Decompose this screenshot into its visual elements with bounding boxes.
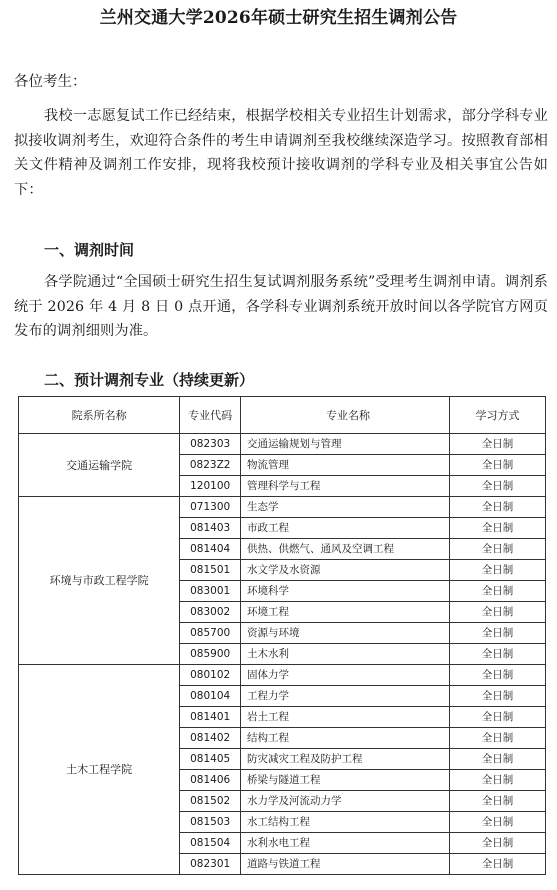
study-mode-cell: 全日制 xyxy=(449,665,545,686)
study-mode-cell: 全日制 xyxy=(449,539,545,560)
major-code-cell: 081401 xyxy=(180,707,241,728)
header-major-name: 专业名称 xyxy=(241,397,450,434)
study-mode-cell: 全日制 xyxy=(449,728,545,749)
study-mode-cell: 全日制 xyxy=(449,854,545,875)
salutation: 各位考生： xyxy=(14,74,87,90)
major-name-cell: 水工结构工程 xyxy=(241,812,450,833)
major-code-cell: 071300 xyxy=(180,497,241,518)
study-mode-cell: 全日制 xyxy=(449,644,545,665)
study-mode-cell: 全日制 xyxy=(449,497,545,518)
major-code-cell: 081403 xyxy=(180,518,241,539)
header-code: 专业代码 xyxy=(180,397,241,434)
study-mode-cell: 全日制 xyxy=(449,476,545,497)
study-mode-cell: 全日制 xyxy=(449,749,545,770)
major-name-cell: 桥梁与隧道工程 xyxy=(241,770,450,791)
page-title: 兰州交通大学2026年硕士研究生招生调剂公告 xyxy=(99,8,458,28)
study-mode-cell: 全日制 xyxy=(449,812,545,833)
major-code-cell: 081504 xyxy=(180,833,241,854)
major-name-cell: 管理科学与工程 xyxy=(241,476,450,497)
major-code-cell: 081501 xyxy=(180,560,241,581)
table-row xyxy=(19,434,546,455)
majors-table xyxy=(18,396,546,875)
major-code-cell: 083002 xyxy=(180,602,241,623)
intro-paragraph: 我校一志愿复试工作已经结束，根据学校相关专业招生计划需求，部分学科专业拟接收调剂考生，欢迎符合条件的考生申请调剂至我校继续深造学习。按照教育部相关文件精神及调剂工作安排，现将我校预计接收调剂的学科专业及相关事宜公告如下： xyxy=(14,108,548,198)
major-name-cell: 水力学及河流动力学 xyxy=(241,791,450,812)
major-code-cell: 085700 xyxy=(180,623,241,644)
major-name-cell: 岩土工程 xyxy=(241,707,450,728)
time-paragraph: 各学院通过“全国硕士研究生招生复试调剂服务系统”受理考生调剂申请。调剂系统于 2026 年 4 月 8 日 0 点开通，各学科专业调剂系统开放时间以各学院官方网页发布的调剂细则为准。 xyxy=(14,274,548,340)
major-name-cell: 水利水电工程 xyxy=(241,833,450,854)
major-code-cell: 082301 xyxy=(180,854,241,875)
major-name-cell: 环境工程 xyxy=(241,602,450,623)
header-school: 院系所名称 xyxy=(19,397,180,434)
study-mode-cell: 全日制 xyxy=(449,518,545,539)
school-name-cell: 交通运输学院 xyxy=(19,434,180,497)
table-row xyxy=(19,497,546,518)
major-code-cell: 083001 xyxy=(180,581,241,602)
study-mode-cell: 全日制 xyxy=(449,560,545,581)
major-name-cell: 水文学及水资源 xyxy=(241,560,450,581)
header-study-mode: 学习方式 xyxy=(449,397,545,434)
major-code-cell: 082303 xyxy=(180,434,241,455)
major-name-cell: 道路与铁道工程 xyxy=(241,854,450,875)
major-code-cell: 081502 xyxy=(180,791,241,812)
major-name-cell: 生态学 xyxy=(241,497,450,518)
study-mode-cell: 全日制 xyxy=(449,602,545,623)
major-code-cell: 081404 xyxy=(180,539,241,560)
study-mode-cell: 全日制 xyxy=(449,623,545,644)
major-name-cell: 市政工程 xyxy=(241,518,450,539)
study-mode-cell: 全日制 xyxy=(449,791,545,812)
study-mode-cell: 全日制 xyxy=(449,770,545,791)
major-code-cell: 081406 xyxy=(180,770,241,791)
major-name-cell: 环境科学 xyxy=(241,581,450,602)
major-code-cell: 080104 xyxy=(180,686,241,707)
section-heading-majors: 二、预计调剂专业（持续更新） xyxy=(44,371,255,389)
major-code-cell: 081503 xyxy=(180,812,241,833)
table-body xyxy=(19,434,546,875)
study-mode-cell: 全日制 xyxy=(449,581,545,602)
study-mode-cell: 全日制 xyxy=(449,455,545,476)
major-name-cell: 物流管理 xyxy=(241,455,450,476)
major-code-cell: 0823Z2 xyxy=(180,455,241,476)
table-row xyxy=(19,665,546,686)
major-code-cell: 120100 xyxy=(180,476,241,497)
major-name-cell: 交通运输规划与管理 xyxy=(241,434,450,455)
major-name-cell: 土木水利 xyxy=(241,644,450,665)
major-name-cell: 供热、供燃气、通风及空调工程 xyxy=(241,539,450,560)
study-mode-cell: 全日制 xyxy=(449,707,545,728)
major-code-cell: 085900 xyxy=(180,644,241,665)
study-mode-cell: 全日制 xyxy=(449,833,545,854)
table-header-row xyxy=(19,397,546,434)
major-code-cell: 081405 xyxy=(180,749,241,770)
major-name-cell: 资源与环境 xyxy=(241,623,450,644)
section-heading-time: 一、调剂时间 xyxy=(44,241,135,259)
major-name-cell: 工程力学 xyxy=(241,686,450,707)
major-name-cell: 固体力学 xyxy=(241,665,450,686)
major-name-cell: 结构工程 xyxy=(241,728,450,749)
school-name-cell: 土木工程学院 xyxy=(19,665,180,875)
major-name-cell: 防灾减灾工程及防护工程 xyxy=(241,749,450,770)
study-mode-cell: 全日制 xyxy=(449,686,545,707)
major-code-cell: 081402 xyxy=(180,728,241,749)
study-mode-cell: 全日制 xyxy=(449,434,545,455)
major-code-cell: 080102 xyxy=(180,665,241,686)
school-name-cell: 环境与市政工程学院 xyxy=(19,497,180,665)
